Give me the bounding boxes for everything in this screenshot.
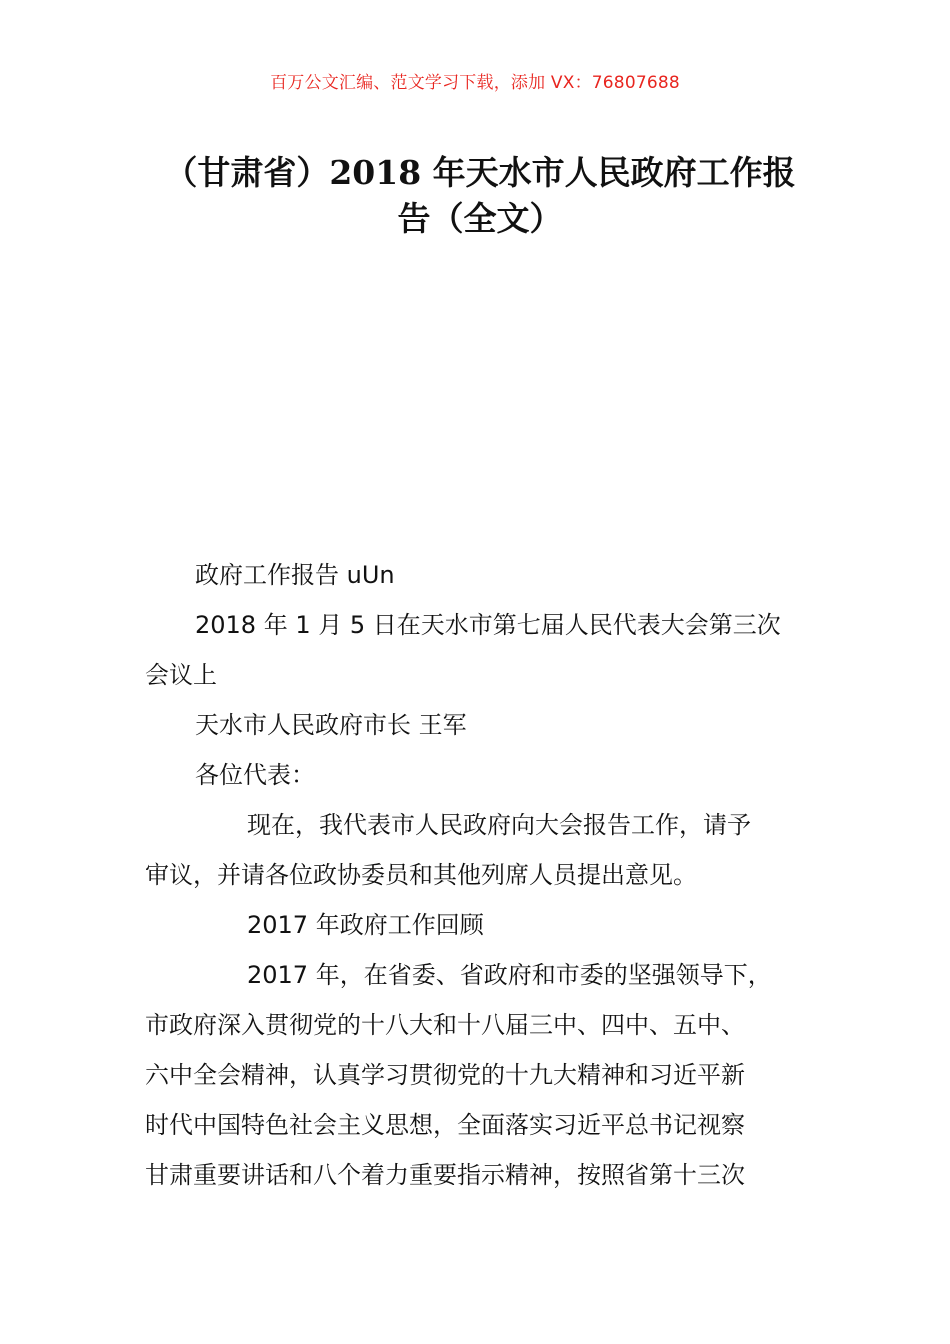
- document-title: [150, 150, 810, 242]
- body-line: 各位代表：: [195, 761, 315, 789]
- body-line: 现在，我代表市人民政府向大会报告工作，请予: [247, 811, 751, 839]
- body-line: 天水市人民政府市长 王军: [195, 711, 467, 739]
- body-line: 政府工作报告 uUn: [195, 561, 395, 589]
- body-line: 六中全会精神，认真学习贯彻党的十九大精神和习近平新: [145, 1061, 745, 1089]
- title-line-1: （甘肃省）2018 年天水市人民政府工作报: [164, 153, 796, 192]
- body-line: 2018 年 1 月 5 日在天水市第七届人民代表大会第三次: [195, 611, 781, 639]
- body-line: 市政府深入贯彻党的十八大和十八届三中、四中、五中、: [145, 1011, 745, 1039]
- document-body: [145, 550, 813, 1200]
- promo-banner: 百万公文汇编、范文学习下载，添加 VX：76807688: [270, 73, 680, 93]
- body-line: 审议，并请各位政协委员和其他列席人员提出意见。: [145, 861, 697, 889]
- section-heading: 2017 年政府工作回顾: [247, 911, 484, 939]
- body-line: 会议上: [145, 661, 217, 689]
- body-line: 甘肃重要讲话和八个着力重要指示精神，按照省第十三次: [145, 1161, 745, 1189]
- title-line-2: 告（全文）: [397, 199, 563, 238]
- body-line: 时代中国特色社会主义思想，全面落实习近平总书记视察: [145, 1111, 745, 1139]
- body-line: 2017 年，在省委、省政府和市委的坚强领导下，: [247, 961, 772, 989]
